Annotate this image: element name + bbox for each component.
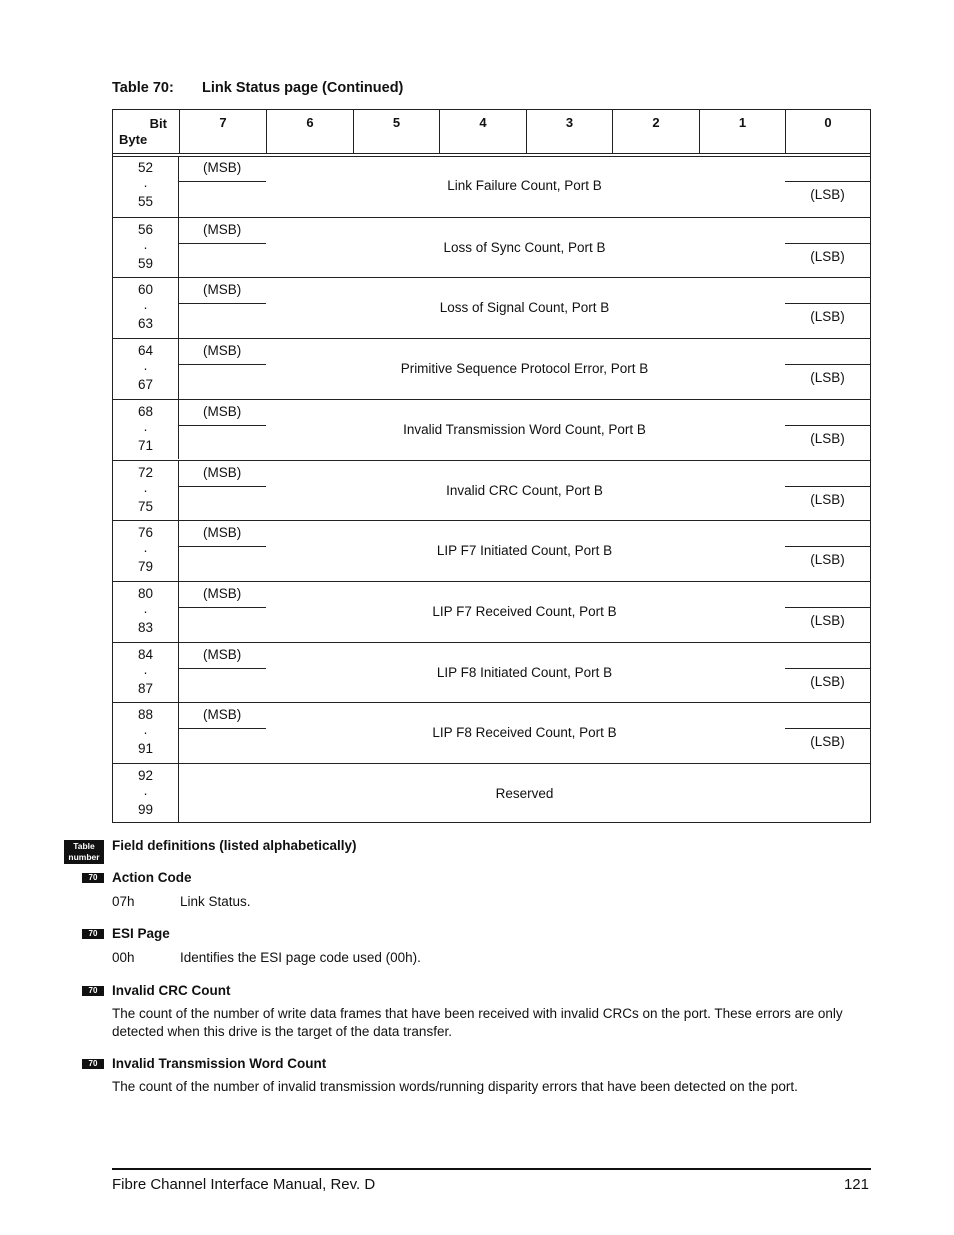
table-row	[113, 702, 870, 763]
field-definitions-heading: Field definitions (listed alphabetically)	[112, 838, 357, 853]
tag-number-label: number	[68, 852, 100, 862]
byte-dot: .	[143, 661, 148, 677]
lsb-label: (LSB)	[810, 612, 845, 628]
invalid-crc-title: Invalid CRC Count	[112, 983, 231, 998]
bit-5-header: 5	[353, 110, 439, 153]
byte-range	[113, 643, 179, 703]
byte-end: 99	[137, 802, 154, 817]
invalid-tw-text: The count of the number of invalid transmission words/running disparity errors that have been detected on the port.	[112, 1079, 798, 1094]
lsb-divider	[785, 546, 870, 547]
table-row	[113, 460, 870, 521]
footer-title: Fibre Channel Interface Manual, Rev. D	[112, 1176, 376, 1193]
table-number: Table 70:	[112, 80, 174, 96]
bit-0-header: 0	[785, 110, 870, 153]
reserved-field: Reserved	[495, 786, 554, 801]
field-name: Invalid CRC Count, Port B	[446, 482, 603, 498]
msb-label: (MSB)	[203, 525, 242, 541]
msb-label: (MSB)	[203, 221, 242, 237]
action-code-desc: Link Status.	[180, 894, 251, 909]
link-status-table	[112, 109, 871, 823]
lsb-divider	[785, 728, 870, 729]
byte-start: 56	[137, 221, 154, 237]
lsb-divider	[785, 303, 870, 304]
byte-start: 84	[137, 646, 154, 662]
bit-3-header: 3	[526, 110, 612, 153]
byte-start: 68	[137, 403, 154, 419]
byte-range	[113, 156, 179, 217]
lsb-divider	[785, 486, 870, 487]
field-name: Loss of Sync Count, Port B	[443, 239, 606, 255]
invalid-crc-text: The count of the number of write data frames that have been received with invalid CRCs on the port. These errors are only detected when this drive is the target of the data transfer.	[112, 1006, 843, 1039]
byte-end: 55	[137, 194, 154, 209]
byte-end: 87	[137, 680, 154, 696]
byte-start: 88	[137, 707, 154, 723]
byte-range	[113, 521, 179, 581]
table-ref-tag: 70	[82, 929, 104, 939]
lsb-label: (LSB)	[810, 430, 845, 446]
byte-start: 52	[137, 160, 154, 175]
byte-start: 60	[137, 282, 154, 298]
field-name: LIP F8 Initiated Count, Port B	[436, 664, 613, 680]
page-number: 121	[843, 1176, 869, 1193]
msb-label: (MSB)	[203, 585, 242, 601]
byte-start: 76	[137, 525, 154, 541]
esi-page-value: 00h	[112, 950, 135, 965]
byte-end: 91	[137, 741, 154, 757]
byte-end: 63	[137, 316, 154, 332]
footer-rule	[112, 1168, 871, 1170]
byte-dot: .	[143, 722, 148, 738]
msb-label: (MSB)	[203, 646, 242, 662]
table-header	[113, 110, 870, 153]
lsb-label: (LSB)	[810, 673, 845, 689]
byte-range	[113, 218, 179, 278]
msb-label: (MSB)	[203, 160, 242, 175]
byte-end: 67	[137, 377, 154, 393]
byte-dot: .	[143, 358, 148, 374]
tag-table-label: Table	[73, 841, 95, 851]
msb-label: (MSB)	[203, 282, 242, 298]
lsb-label: (LSB)	[810, 552, 845, 568]
byte-dot: .	[143, 297, 148, 313]
table-row	[113, 642, 870, 703]
field-name: Link Failure Count, Port B	[447, 178, 602, 193]
byte-range	[113, 764, 179, 823]
bit-1-header: 1	[699, 110, 785, 153]
byte-dot: .	[143, 418, 148, 434]
byte-dot: .	[143, 236, 148, 252]
field-name: Primitive Sequence Protocol Error, Port B	[400, 361, 649, 377]
invalid-tw-title: Invalid Transmission Word Count	[112, 1056, 327, 1071]
lsb-label: (LSB)	[810, 491, 845, 507]
byte-start: 92	[137, 768, 154, 783]
byte-dot: .	[143, 600, 148, 616]
msb-label: (MSB)	[203, 464, 242, 480]
table-ref-tag: 70	[82, 1059, 104, 1069]
byte-dot: .	[143, 783, 148, 798]
byte-start: 64	[137, 343, 154, 359]
byte-dot: .	[143, 479, 148, 495]
byte-end: 75	[137, 498, 154, 514]
esi-page-title: ESI Page	[112, 926, 170, 941]
table-row	[113, 217, 870, 278]
field-name: Invalid Transmission Word Count, Port B	[403, 421, 646, 437]
table-row	[113, 156, 870, 217]
byte-range	[113, 339, 179, 399]
table-row	[113, 520, 870, 581]
action-code-title: Action Code	[112, 870, 192, 885]
bit-label: Bit	[149, 116, 167, 131]
bit-6-header: 6	[266, 110, 353, 153]
byte-range	[113, 278, 179, 338]
byte-label: Byte	[119, 132, 148, 147]
lsb-label: (LSB)	[810, 734, 845, 750]
lsb-divider	[785, 181, 870, 182]
field-name: LIP F7 Initiated Count, Port B	[436, 543, 613, 559]
table-number-tag	[64, 840, 104, 864]
byte-range	[113, 582, 179, 642]
bit-byte-header	[113, 110, 179, 153]
byte-start: 80	[137, 585, 154, 601]
table-caption	[112, 80, 403, 96]
lsb-label: (LSB)	[810, 187, 845, 202]
lsb-divider	[785, 364, 870, 365]
byte-end: 83	[137, 619, 154, 635]
byte-range	[113, 400, 179, 460]
byte-range	[113, 703, 179, 763]
table-row	[113, 581, 870, 642]
bit-2-header: 2	[612, 110, 699, 153]
table-ref-tag: 70	[82, 873, 104, 883]
lsb-divider	[785, 668, 870, 669]
msb-label: (MSB)	[203, 707, 242, 723]
table-title: Link Status page (Continued)	[202, 80, 404, 96]
lsb-label: (LSB)	[810, 309, 845, 325]
table-row	[113, 338, 870, 399]
byte-dot: .	[143, 540, 148, 556]
reserved-row	[113, 763, 870, 823]
lsb-divider	[785, 607, 870, 608]
bit-7-header: 7	[179, 110, 266, 153]
action-code-value: 07h	[112, 894, 135, 909]
esi-page-desc: Identifies the ESI page code used (00h).	[180, 950, 421, 965]
table-row	[113, 399, 870, 460]
byte-end: 71	[137, 437, 154, 453]
byte-start: 72	[137, 464, 154, 480]
lsb-label: (LSB)	[810, 248, 845, 264]
lsb-label: (LSB)	[810, 370, 845, 386]
table-row	[113, 277, 870, 338]
byte-range	[113, 461, 179, 521]
msb-label: (MSB)	[203, 403, 242, 419]
bit-4-header: 4	[439, 110, 526, 153]
header-rule	[113, 153, 870, 154]
field-name: LIP F7 Received Count, Port B	[432, 603, 617, 619]
field-name: LIP F8 Received Count, Port B	[432, 725, 617, 741]
lsb-divider	[785, 243, 870, 244]
field-name: Loss of Signal Count, Port B	[439, 300, 610, 316]
table-ref-tag: 70	[82, 986, 104, 996]
byte-dot: .	[143, 175, 148, 190]
byte-end: 79	[137, 559, 154, 575]
lsb-divider	[785, 425, 870, 426]
byte-end: 59	[137, 255, 154, 271]
msb-label: (MSB)	[203, 343, 242, 359]
